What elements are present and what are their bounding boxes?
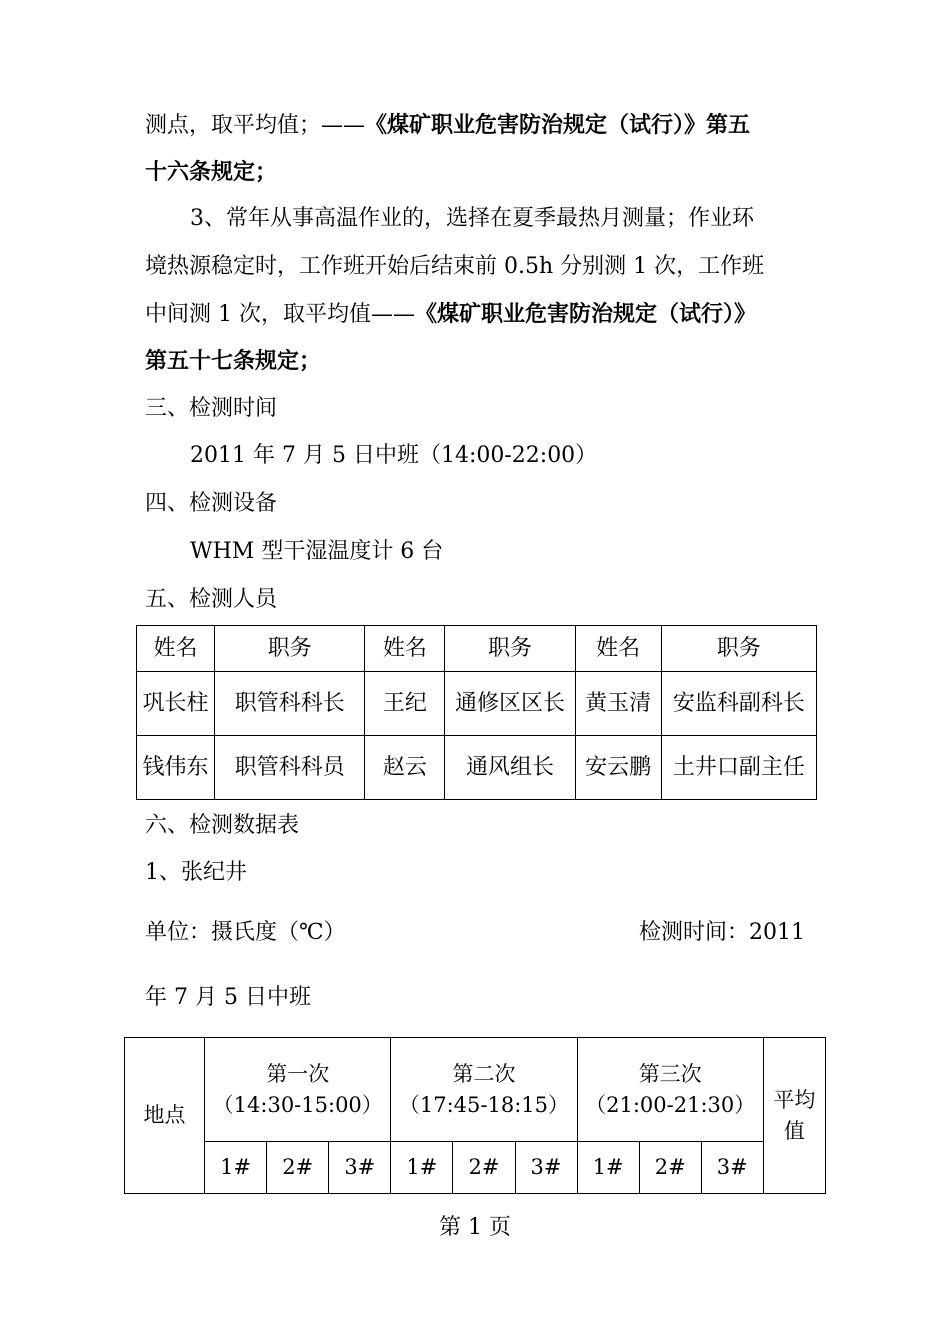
- staff-cell: 赵云: [365, 736, 445, 800]
- point-header: 2#: [267, 1142, 329, 1194]
- point-header: 2#: [453, 1142, 515, 1194]
- table-row: [137, 736, 817, 800]
- staff-cell: 王纪: [365, 672, 445, 736]
- measurement-table: [124, 1037, 826, 1194]
- round-time: （17:45-18:15）: [398, 1092, 570, 1117]
- staff-cell: 安云鹏: [575, 736, 661, 800]
- paragraph-line-4: 境热源稳定时，工作班开始后结束前 0.5h 分别测 1 次，工作班: [145, 254, 765, 279]
- regulation-citation: 第五十七条规定；: [145, 348, 322, 374]
- table-row: [137, 672, 817, 736]
- point-header: 3#: [515, 1142, 577, 1194]
- unit-label: 单位：摄氏度（℃）: [145, 920, 346, 945]
- detect-time-continued: 年 7 月 5 日中班: [145, 985, 311, 1010]
- staff-header-cell: 职务: [661, 626, 816, 672]
- site-heading: 1、张纪井: [145, 860, 247, 885]
- staff-cell: 土井口副主任: [661, 736, 816, 800]
- measurement-header-row: [125, 1038, 826, 1142]
- point-header: 3#: [329, 1142, 391, 1194]
- point-header: 3#: [701, 1142, 763, 1194]
- section-heading-equipment: 四、检测设备: [145, 491, 278, 516]
- regulation-citation: 十六条规定；: [145, 159, 278, 185]
- staff-cell: 巩长柱: [137, 672, 215, 736]
- staff-header-cell: 姓名: [365, 626, 445, 672]
- section-heading-time: 三、检测时间: [145, 396, 278, 421]
- page-number: 第 1 页: [439, 1215, 511, 1240]
- round-time: （21:00-21:30）: [585, 1092, 756, 1117]
- detect-time-label: 检测时间：2011: [639, 920, 805, 945]
- paragraph-line-1: [145, 110, 750, 141]
- staff-cell: 职管科科长: [215, 672, 365, 736]
- location-header: 地点: [125, 1038, 205, 1194]
- staff-cell: 安监科副科长: [661, 672, 816, 736]
- text-normal: 中间测 1 次，取平均值——: [145, 302, 415, 327]
- staff-cell: 黄玉清: [575, 672, 661, 736]
- regulation-citation: 《煤矿职业危害防治规定（试行）》: [414, 301, 756, 327]
- staff-cell: 职管科科员: [215, 736, 365, 800]
- round-time: （14:30-15:00）: [212, 1092, 383, 1117]
- round-header: [577, 1038, 763, 1142]
- staff-header-cell: 职务: [445, 626, 575, 672]
- point-header-row: [125, 1142, 826, 1194]
- round-header: [205, 1038, 391, 1142]
- paragraph-line-6: [145, 346, 321, 377]
- text-normal: 测点，取平均值；——: [145, 113, 366, 138]
- staff-header-cell: 姓名: [137, 626, 215, 672]
- staff-cell: 通修区区长: [445, 672, 575, 736]
- point-header: 2#: [639, 1142, 701, 1194]
- staff-header-cell: 职务: [215, 626, 365, 672]
- round-label: 第二次: [452, 1061, 516, 1086]
- section-heading-data: 六、检测数据表: [145, 813, 300, 838]
- detection-time-value: 2011 年 7 月 5 日中班（14:00-22:00）: [190, 443, 598, 468]
- paragraph-line-3: 3、常年从事高温作业的，选择在夏季最热月测量；作业环: [190, 206, 754, 231]
- staff-cell: 通风组长: [445, 736, 575, 800]
- point-header: 1#: [205, 1142, 267, 1194]
- staff-cell: 钱伟东: [137, 736, 215, 800]
- round-label: 第三次: [638, 1061, 702, 1086]
- paragraph-line-2: [145, 157, 277, 188]
- point-header: 1#: [577, 1142, 639, 1194]
- staff-header-cell: 姓名: [575, 626, 661, 672]
- equipment-value: WHM 型干湿温度计 6 台: [190, 539, 444, 564]
- point-header: 1#: [391, 1142, 453, 1194]
- round-label: 第一次: [266, 1061, 330, 1086]
- staff-table-header-row: [137, 626, 817, 672]
- average-header: 平均值: [763, 1038, 825, 1194]
- round-header: [391, 1038, 577, 1142]
- section-heading-staff: 五、检测人员: [145, 587, 278, 612]
- regulation-citation: 《煤矿职业危害防治规定（试行）》第五: [365, 112, 751, 138]
- staff-table: [136, 625, 817, 800]
- paragraph-line-5: [145, 299, 756, 330]
